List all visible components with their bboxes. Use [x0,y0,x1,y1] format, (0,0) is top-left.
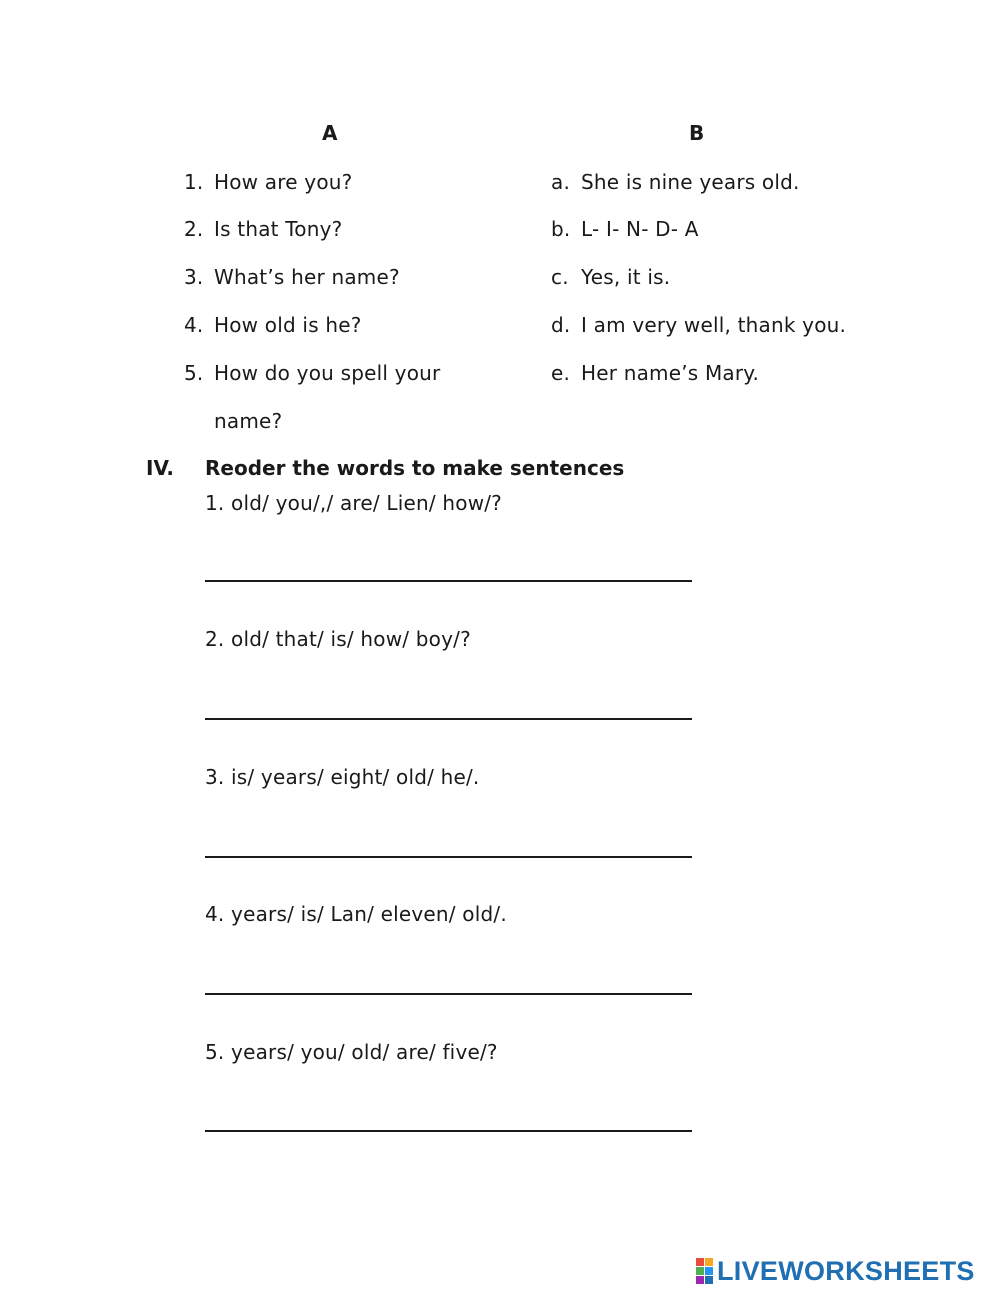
col-b-answer: Yes, it is. [581,265,671,289]
col-a-number: 2. [184,217,204,241]
col-b-letter: b. [551,217,571,241]
reorder-prompt: 1. old/ you/,/ are/ Lien/ how/? [205,491,503,515]
logo-mark-icon [696,1258,713,1284]
column-a-header: A [322,121,338,145]
col-a-question: How do you spell your [214,361,441,385]
col-b-answer: She is nine years old. [581,170,800,194]
col-a-number: 1. [184,170,204,194]
col-b-letter: c. [551,265,569,289]
answer-line[interactable] [205,856,692,858]
section-title: Reoder the words to make sentences [205,456,625,480]
reorder-prompt: 3. is/ years/ eight/ old/ he/. [205,765,480,789]
reorder-prompt: 2. old/ that/ is/ how/ boy/? [205,627,471,651]
answer-line[interactable] [205,580,692,582]
reorder-prompt: 5. years/ you/ old/ are/ five/? [205,1040,498,1064]
column-b-header: B [689,121,705,145]
col-a-number: 4. [184,313,204,337]
col-a-question: What’s her name? [214,265,400,289]
col-a-question-wrap: name? [214,409,283,433]
col-b-letter: a. [551,170,571,194]
col-b-answer: L- I- N- D- A [581,217,699,241]
col-b-answer: I am very well, thank you. [581,313,847,337]
col-b-letter: e. [551,361,571,385]
col-b-answer: Her name’s Mary. [581,361,760,385]
col-a-number: 3. [184,265,204,289]
answer-line[interactable] [205,993,692,995]
reorder-prompt: 4. years/ is/ Lan/ eleven/ old/. [205,902,507,926]
col-a-question: Is that Tony? [214,217,343,241]
logo-text: LIVEWORKSHEETS [717,1255,975,1286]
answer-line[interactable] [205,718,692,720]
liveworksheets-logo [696,1256,975,1286]
col-a-question: How are you? [214,170,353,194]
answer-line[interactable] [205,1130,692,1132]
col-a-number: 5. [184,361,204,385]
col-b-letter: d. [551,313,571,337]
col-a-question: How old is he? [214,313,362,337]
section-numeral: IV. [146,456,174,480]
